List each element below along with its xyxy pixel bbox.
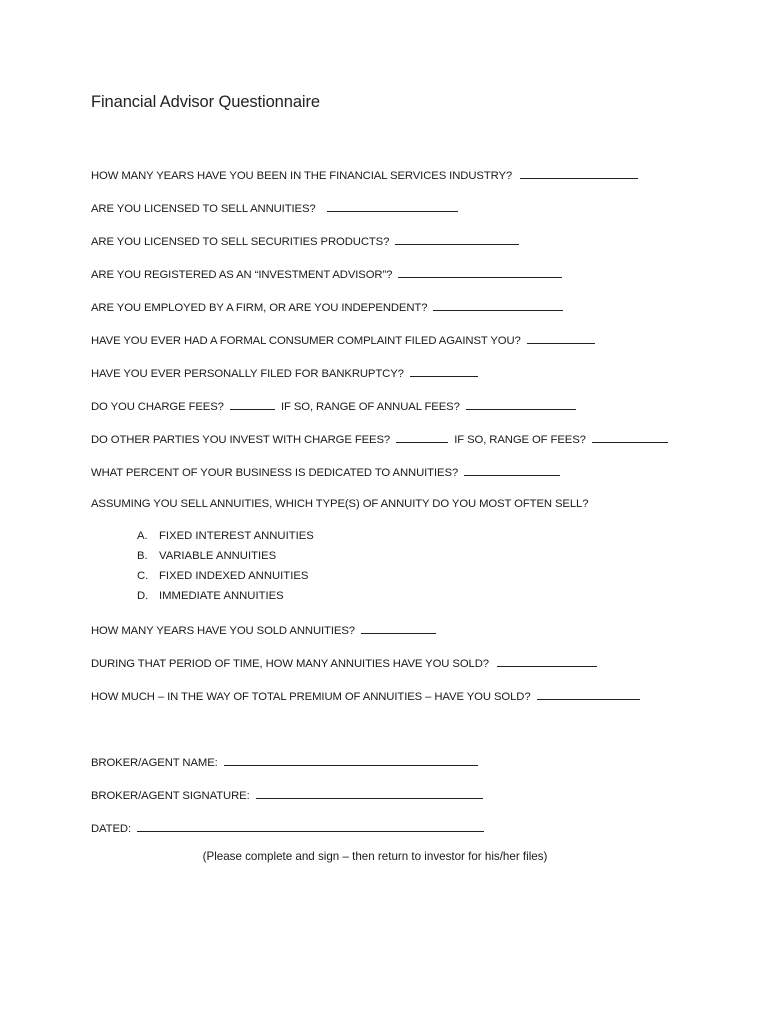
question-label: HOW MANY YEARS HAVE YOU BEEN IN THE FINANCIAL SERVICES INDUSTRY?	[91, 170, 513, 182]
question-bankruptcy	[91, 365, 478, 381]
broker-signature-field[interactable]	[256, 787, 483, 799]
question-annuity-types	[91, 497, 588, 511]
question-label: HAVE YOU EVER HAD A FORMAL CONSUMER COMPLAINT FILED AGAINST YOU?	[91, 335, 521, 347]
option-item[interactable]	[137, 549, 276, 563]
option-item[interactable]	[137, 589, 284, 603]
question-licensed-annuities	[91, 200, 458, 216]
question-label: ARE YOU EMPLOYED BY A FIRM, OR ARE YOU INDEPENDENT?	[91, 302, 428, 314]
answer-blank[interactable]	[230, 398, 275, 410]
answer-blank[interactable]	[497, 655, 597, 667]
question-label: HAVE YOU EVER PERSONALLY FILED FOR BANKRUPTCY?	[91, 368, 404, 380]
broker-signature-label: BROKER/AGENT SIGNATURE:	[91, 790, 250, 802]
footer-note-text: (Please complete and sign – then return to investor for his/her files)	[202, 850, 548, 863]
broker-name-label: BROKER/AGENT NAME:	[91, 757, 218, 769]
option-label: FIXED INDEXED ANNUITIES	[159, 570, 309, 582]
broker-name-row	[91, 754, 478, 770]
question-years-in-industry	[91, 167, 638, 183]
answer-blank[interactable]	[520, 167, 638, 179]
question-other-parties-fees	[91, 431, 668, 447]
answer-blank[interactable]	[395, 233, 519, 245]
question-label-followup: IF SO, RANGE OF FEES?	[454, 434, 586, 446]
question-total-premium	[91, 688, 640, 704]
answer-blank[interactable]	[592, 431, 668, 443]
answer-blank[interactable]	[327, 200, 458, 212]
answer-blank[interactable]	[433, 299, 563, 311]
question-years-sold-annuities	[91, 622, 436, 638]
dated-label: DATED:	[91, 823, 131, 835]
question-annuities-sold-count	[91, 655, 597, 671]
question-label: DURING THAT PERIOD OF TIME, HOW MANY ANNUITIES HAVE YOU SOLD?	[91, 658, 489, 670]
answer-blank[interactable]	[537, 688, 640, 700]
question-licensed-securities	[91, 233, 519, 249]
answer-blank[interactable]	[527, 332, 595, 344]
broker-name-field[interactable]	[224, 754, 478, 766]
option-label: IMMEDIATE ANNUITIES	[159, 590, 284, 602]
footer-note	[0, 850, 770, 863]
question-label-followup: IF SO, RANGE OF ANNUAL FEES?	[280, 401, 460, 413]
broker-signature-row	[91, 787, 483, 803]
question-label: ARE YOU REGISTERED AS AN “INVESTMENT ADVISOR”?	[91, 269, 393, 281]
question-consumer-complaint	[91, 332, 595, 348]
question-registered-advisor	[91, 266, 562, 282]
answer-blank[interactable]	[464, 464, 560, 476]
option-label: FIXED INTEREST ANNUITIES	[159, 530, 314, 542]
dated-row	[91, 820, 484, 836]
question-label: HOW MANY YEARS HAVE YOU SOLD ANNUITIES?	[91, 625, 355, 637]
question-label: HOW MUCH – IN THE WAY OF TOTAL PREMIUM OF ANNUITIES – HAVE YOU SOLD?	[91, 691, 531, 703]
question-label: WHAT PERCENT OF YOUR BUSINESS IS DEDICATED TO ANNUITIES?	[91, 467, 459, 479]
page-title: Financial Advisor Questionnaire	[91, 93, 320, 111]
answer-blank[interactable]	[396, 431, 448, 443]
option-letter: A.	[137, 530, 148, 542]
option-label: VARIABLE ANNUITIES	[159, 550, 277, 562]
option-letter: D.	[137, 590, 149, 602]
answer-blank[interactable]	[398, 266, 562, 278]
answer-blank[interactable]	[466, 398, 576, 410]
question-employed-or-independent	[91, 299, 563, 315]
answer-blank[interactable]	[410, 365, 478, 377]
question-label: DO OTHER PARTIES YOU INVEST WITH CHARGE FEES?	[91, 434, 391, 446]
option-letter: B.	[137, 550, 148, 562]
question-label: ARE YOU LICENSED TO SELL ANNUITIES?	[91, 203, 316, 215]
question-charge-fees	[91, 398, 576, 414]
question-percent-annuities	[91, 464, 560, 480]
answer-blank[interactable]	[361, 622, 436, 634]
option-item[interactable]	[137, 529, 314, 543]
question-label: DO YOU CHARGE FEES?	[91, 401, 224, 413]
option-item[interactable]	[137, 569, 308, 583]
dated-field[interactable]	[137, 820, 484, 832]
question-label: ASSUMING YOU SELL ANNUITIES, WHICH TYPE(S) OF ANNUITY DO YOU MOST OFTEN SELL?	[91, 498, 589, 510]
question-label: ARE YOU LICENSED TO SELL SECURITIES PRODUCTS?	[91, 236, 390, 248]
option-letter: C.	[137, 570, 149, 582]
